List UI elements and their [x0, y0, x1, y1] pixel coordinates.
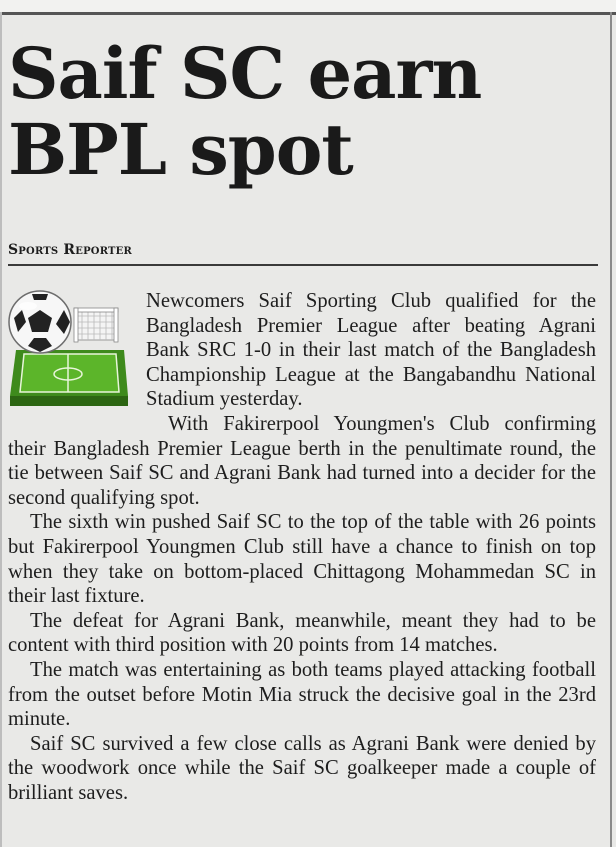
top-rule: [0, 0, 616, 15]
article-paragraph: The sixth win pushed Saif SC to the top of the table with 26 points but Fakirerpool Youngmen Club still have a chance to finish on top when they take on bottom-placed Chittagong Mohammedan SC in their last fixture.: [8, 511, 596, 608]
right-column-rule: [610, 12, 612, 847]
article-body: [8, 289, 596, 805]
article-paragraph: With Fakirerpool Youngmen's Club confirming their Bangladesh Premier League berth in the penultimate round, the tie between Saif SC and Agrani Bank had turned into a decider for the second qualifying spot.: [8, 412, 596, 509]
article-headline: Saif SC earn BPL spot: [8, 32, 482, 191]
article-byline: Sports Reporter: [8, 242, 598, 266]
left-column-rule: [0, 12, 2, 847]
icon-spacer: [8, 289, 146, 413]
article-paragraph: The match was entertaining as both teams played attacking football from the outset before Motin Mia struck the decisive goal in the 23rd minute.: [8, 658, 596, 731]
article-paragraph: Newcomers Saif Sporting Club qualified for the Bangladesh Premier League after beating Agrani Bank SRC 1-0 in their last match of the Bangladesh Championship League at the Bangabandhu National Stadium yesterday.: [146, 290, 596, 411]
article-paragraph: Saif SC survived a few close calls as Agrani Bank were denied by the woodwork once while the Saif SC goalkeeper made a couple of brilliant saves.: [8, 732, 596, 804]
article-paragraph: The defeat for Agrani Bank, meanwhile, meant they had to be content with third position with 20 points from 14 matches.: [8, 609, 596, 657]
